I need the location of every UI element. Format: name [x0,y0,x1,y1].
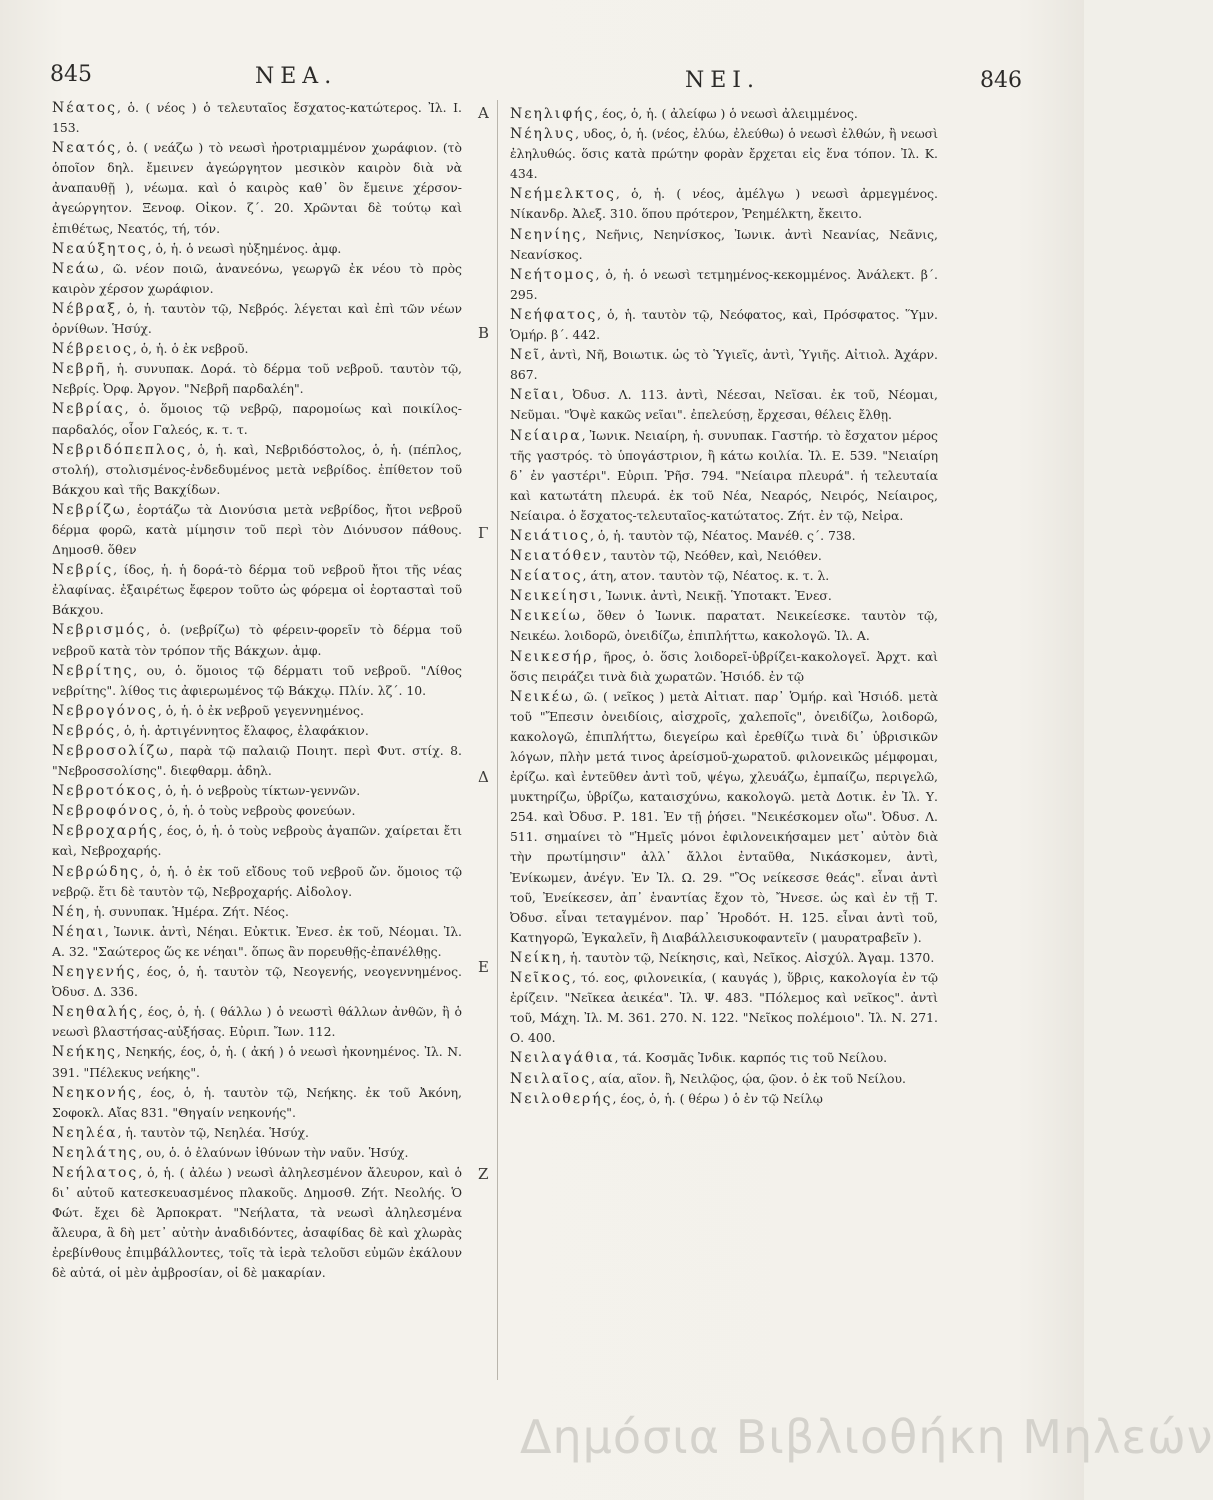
entry-headword: Νεήμελκτος [510,186,616,203]
entry-definition: , έος, ὁ, ἡ. ( θάλλω ) ὁ νεωστὶ θάλλων ἀνθῶν, ἢ ὁ νεωσὶ βλαστήσας-αὐξήσας. Εὐριπ. Ἴων. 112. [52,1004,462,1040]
entry-definition: , άτη, ατον. ταυτὸν τῷ, Νέατος. κ. τ. λ. [582,568,830,584]
dictionary-entry [52,440,462,500]
entry-definition: , ὁ, ἡ. ταυτὸν τῷ, Νεόφατος, καὶ, Πρόσφατος. Ὕμν. Ὁμήρ. β΄. 442. [510,306,938,343]
dictionary-entry [52,1083,462,1123]
entry-headword: Νεηλέα [52,1124,118,1141]
dictionary-entry [52,1123,462,1143]
dictionary-entry [52,98,462,138]
entry-definition: , ἀντὶ, Νῆ, Βοιωτικ. ὡς τὸ Ὑγιεῖς, ἀντὶ, Ὑγιῆς. Αἰτιολ. Ἀχάρν. 867. [510,347,938,383]
dictionary-entry [52,500,462,560]
entry-definition: , ὁ, ἡ. ( νέος, ἀμέλγω ) νεωσὶ ἀρμεγμένος. Νίκανδρ. Ἀλεξ. 310. ὅπου πρότερον, Ῥεημέλκτη, ἔκειτο. [510,186,938,222]
dictionary-entry [510,104,938,124]
dictionary-entry [52,862,462,902]
entry-headword: Νεηλιφής [510,106,595,122]
entry-definition: , Ἰωνικ. ἀντὶ, Νέηαι. Εὐκτικ. Ἐνεσ. ἐκ τοῦ, Νέομαι. Ἰλ. Α. 32. "Σαώτερος ὥς κε νέηαι". ὅπως ἂν πορευθῇς-ἐπανέλθῃς. [52,923,462,959]
entry-definition: , ὁ, ἡ. ( ἀλέω ) νεωσὶ ἀληλεσμένον ἄλευρον, καὶ ὁ δι᾽ αὐτοῦ κατεσκευασμένος πλακοῦς. Δημοσθ. Ζήτ. Νεολής. Ὁ Φώτ. ἔχει δὲ Ἁρποκρατ. "Νεήλατα, τὰ νεωσὶ ἀληλεσμένα ἄλευρα, ἃ δὴ μετ᾽ αὐτὴν ἀναδιδόντες, ἀσαφίδας δὲ καὶ χλωρὰς ἐρεβίνθους ἐπιμβάλλοντες, τοῖς τὰ ἱερὰ τελοῦσι εὐμῶν ἐκάλουν δὲ αὐτά, οἱ μὲν ἀμβροσίαν, οἱ δὲ μακαρίαν. [52,1164,462,1281]
entry-headword: Νεβριδόπεπλος [52,441,187,458]
dictionary-entry [510,225,938,265]
entry-headword: Νεήφατος [510,306,598,323]
entry-definition: , Ὀδυσ. Λ. 113. ἀντὶ, Νέεσαι, Νεῖσαι. ἐκ τοῦ, Νέομαι, Νεῦμαι. "Ὀψὲ κακῶς νεῖαι". ἐπελεύσῃ, ἔρχεσαι, θέλεις ἔλθῃ. [510,387,938,423]
dictionary-entry [510,1069,938,1089]
entry-headword: Νειλαγάθια [510,1050,615,1067]
dictionary-entry [510,687,938,948]
entry-definition: , υδος, ὁ, ἡ. (νέος, ἐλύω, ἐλεύθω) ὁ νεωσὶ ἐλθών, ἢ νεωσὶ ἐληλυθώς. ὅσις κατὰ πρώτην φορὰν ἔρχεται εἰς ἕνα τόπον. Ἰλ. Κ. 434. [510,126,938,182]
running-head-right: ΝΕΙ. [685,68,760,93]
entry-definition: , ὁ, ἡ. ὁ νεωσὶ ηὐξημένος. ἀμφ. [147,240,342,256]
entry-definition: , ὁ, ἡ. ταυτὸν τῷ, Νέατος. Μανέθ. ς΄. 738. [589,527,856,543]
entry-definition: , ὁ, ἡ. καὶ, Νεβριδόστολος, ὁ, ἡ. (πέπλος, στολή), στολισμένος-ἐνδεδυμένος μετὰ νεβρίδος. ἐπίθετον τοῦ Βάκχου καὶ τῆς Βακχίδων. [52,441,462,497]
dictionary-entry [52,1163,462,1284]
left-column [52,98,462,1284]
entry-headword: Νείκη [510,949,563,966]
entry-headword: Νεικείω [510,608,582,625]
entry-headword: Νεβρίας [52,401,125,418]
entry-headword: Νέβραξ [52,300,117,317]
dictionary-entry [52,620,462,660]
dictionary-entry [52,138,462,238]
dictionary-entry [510,526,938,546]
entry-headword: Νεβρός [52,722,117,739]
entry-headword: Νέβρειος [52,341,133,358]
entry-definition: , ὁ, ἡ. ὁ ἐκ τοῦ εἴδους τοῦ νεβροῦ ὤν. ὅμοιος τῷ νεβρῷ. ἔτι δὲ ταυτὸν τῷ, Νεβροχαρής. Αἰδολογ. [52,863,462,899]
dictionary-entry [52,239,462,259]
dictionary-entry [52,1042,462,1082]
dictionary-entry [52,560,462,620]
entry-definition: , έος, ὁ, ἡ. ταυτὸν τῷ, Νεήκης. ἐκ τοῦ Ἀκόνη, Σοφοκλ. Αἴας 831. "Θηγαίν νεηκονής". [52,1084,462,1120]
entry-definition: , ταυτὸν τῷ, Νεόθεν, καὶ, Νειόθεν. [602,548,822,564]
column-divider [497,100,498,1380]
dictionary-entry [52,962,462,1002]
library-watermark: Δημόσια Βιβλιοθήκη Μηλεών [520,1410,1213,1464]
dictionary-entry [510,426,938,526]
entry-headword: Νέη [52,903,86,920]
entry-definition: , ου, ὁ. ὁ ἐλαύνων ἰθύνων τὴν ναῦν. Ἡσύχ. [138,1144,409,1160]
entry-headword: Νεήτομος [510,266,596,283]
dictionary-entry [510,606,938,646]
entry-headword: Νεηνίης [510,226,583,243]
column-letter-epsilon: Ε [478,958,489,976]
entry-definition: , ὁ. ὅμοιος τῷ νεβρῷ, παρομοίως καὶ ποικίλος-παρδαλός, οἷον Γαλεός, κ. τ. τ. [52,401,462,437]
entry-definition: , ὁ, ἡ. ὁ τοὺς νεβροὺς φονεύων. [159,803,356,819]
running-head-left: ΝΕΑ. [255,64,338,89]
dictionary-entry [510,566,938,586]
entry-headword: Νέηλυς [510,126,576,143]
entry-headword: Νεβροτόκος [52,783,158,800]
entry-headword: Νεβρισμός [52,622,147,639]
entry-definition: , ῆρος, ὁ. ὅσις λοιδορεῖ-ὑβρίζει-κακολογεῖ. Ἀρχτ. καὶ ὅσις πειράζει τινὰ διὰ χωρατῶν. Ἡσιόδ. ἐν τῷ [510,648,938,684]
entry-definition: , ου, ὁ. ὅμοιος τῷ δέρματι τοῦ νεβροῦ. "Λίθος νεβρίτης". λίθος τις ἀφιερωμένος τῷ Βάκχῳ. Πλίν. λζ΄. 10. [52,662,462,698]
dictionary-entry [510,124,938,184]
dictionary-entry [510,345,938,385]
dictionary-entry [52,259,462,299]
entry-definition: , ἡ. συνυπακ. Ἡμέρα. Ζήτ. Νέος. [85,903,289,919]
entry-definition: , ἡ. ταυτὸν τῷ, Νεηλέα. Ἡσύχ. [117,1124,309,1140]
entry-definition: , ἑορτάζω τὰ Διονύσια μετὰ νεβρίδος, ἤτοι νεβροῦ δέρμα φορῶ, κατὰ μίμησιν τοῦ περὶ τὸν Διόνυσον πάθους. Δημοσθ. ὅθεν [52,501,462,558]
entry-headword: Νεηθαλής [52,1004,139,1021]
page-header [0,58,1084,98]
entry-definition: , ῶ. νέον ποιῶ, ἀνανεόνω, γεωργῶ ἐκ νέου τὸ πρὸς καιρὸν χέρσον χωράφιον. [52,260,462,296]
dictionary-entry [52,1002,462,1042]
entry-headword: Νεάω [52,260,101,277]
dictionary-entry [52,741,462,781]
dictionary-entry [510,1089,938,1109]
dictionary-entry [52,701,462,721]
entry-definition: , ὁ, ἡ. ὁ νεβροὺς τίκτων-γεννῶν. [157,783,361,799]
entry-headword: Νεατός [52,140,117,157]
dictionary-entry [52,299,462,339]
dictionary-entry [510,647,938,687]
column-letter-alpha: Α [478,104,489,122]
entry-definition: , ὁ. ( νεάζω ) τὸ νεωσὶ ἠροτριαμμένον χωράφιον. (τὸ ὁποῖον δηλ. ἔμεινεν ἀγεώργητον μεσικὸν καιρὸν διὰ νὰ ἀναπαυθῇ ), νέωμα. καὶ ὁ καιρὸς καθ᾽ ὃν ἔμεινε χέρσον-ἀγεώργητον. Ξενοφ. Οἰκον. ζ΄. 20. Χρῶνται δὲ τούτῳ καὶ ἐπιθέτως, Νεατός, τή, τόν. [52,140,462,236]
dictionary-entry [510,265,938,305]
entry-headword: Νείατος [510,568,583,585]
entry-headword: Νεβροφόνος [52,803,160,820]
page-number-left: 845 [50,62,92,87]
entry-headword: Νεηλάτης [52,1144,139,1161]
entry-headword: Νειλοθερής [510,1090,613,1107]
entry-definition: , Ἰωνικ. ἀντὶ, Νεικῇ. Ὑποτακτ. Ἐνεσ. [597,588,832,604]
dictionary-entry [52,339,462,359]
dictionary-entry [52,1143,462,1163]
entry-definition: , ίδος, ἡ. ἡ δορά-τὸ δέρμα τοῦ νεβροῦ ἤτοι τῆς νέας ἐλαφίνας. ἐξαιρέτως ἔφερον τοῦτο ὡς φόρεμα οἱ ἑορτασταὶ τοῦ Βάκχου. [52,562,462,618]
dictionary-entry [52,721,462,741]
dictionary-entry [510,948,938,968]
entry-definition: , παρὰ τῷ παλαιῷ Ποιητ. περὶ Φυτ. στίχ. 8. "Νεβροσσολίσης". διεφθαρμ. ἀδηλ. [52,743,462,779]
entry-definition: , ὁ, ἡ. ἀρτιγέννητος ἔλαφος, ἐλαφάκιον. [116,722,369,738]
entry-headword: Νεικέω [510,688,575,705]
column-letter-delta: Δ [478,768,489,786]
dictionary-entry [510,184,938,224]
entry-definition: , Νεηκής, έος, ὁ, ἡ. ( ἀκή ) ὁ νεωσὶ ἠκονημένος. Ἰλ. Ν. 391. "Πέλεκυς νεήκης". [52,1044,462,1080]
entry-headword: Νεήλατος [52,1164,139,1181]
entry-definition: , τά. Κοσμᾶς Ἰνδικ. καρπός τις τοῦ Νείλου. [614,1050,888,1066]
dictionary-entry [52,922,462,962]
entry-definition: , ἡ. συνυπακ. Δορά. τὸ δέρμα τοῦ νεβροῦ. ταυτὸν τῷ, Νεβρίς. Ὀρφ. Ἀργον. "Νεβρῆ παρδαλέη". [52,361,462,397]
entry-definition: , αία, αῖον. ἢ, Νειλῷος, ῴα, ῷον. ὁ ἐκ τοῦ Νείλου. [591,1070,906,1086]
entry-headword: Νεβροσολίζω [52,743,170,759]
dictionary-entry [52,661,462,701]
entry-headword: Νεῖαι [510,387,560,404]
right-column [510,104,938,1109]
entry-headword: Νεικείησι [510,588,598,605]
entry-definition: , ὁ, ἡ. ταυτὸν τῷ, Νεβρός. λέγεται καὶ ἐπὶ τῶν νέων ὀρνίθων. Ἡσύχ. [52,300,462,337]
entry-headword: Νεβρίζω [52,501,127,518]
dictionary-entry [52,801,462,821]
entry-headword: Νεβρῆ [52,361,107,378]
entry-headword: Νεηγενής [52,964,137,981]
entry-definition: , ὁ, ἡ. ὁ ἐκ νεβροῦ γεγεννημένος. [157,702,364,718]
entry-headword: Νεβρίς [52,562,114,579]
entry-headword: Νεικεσήρ [510,648,594,665]
dictionary-entry [510,968,938,1048]
entry-headword: Νέατος [52,100,117,116]
dictionary-entry [510,1048,938,1068]
entry-headword: Νεῖ [510,347,541,364]
entry-definition: , έος, ὁ, ἡ. ὁ τοὺς νεβροὺς ἀγαπῶν. χαίρεται ἔτι καὶ, Νεβροχαρής. [52,823,462,859]
dictionary-entry [510,546,938,566]
entry-definition: , ὁ, ἡ. ὁ ἐκ νεβροῦ. [132,341,249,357]
dictionary-entry [52,359,462,399]
dictionary-entry [510,385,938,425]
entry-headword: Νεαύξητος [52,240,148,257]
entry-definition: , ἡ. ταυτὸν τῷ, Νείκησις, καὶ, Νεῖκος. Αἰσχύλ. Ἀγαμ. 1370. [562,949,935,965]
entry-headword: Νεβρογόνος [52,702,158,719]
entry-headword: Νειάτιος [510,527,590,544]
dictionary-entry [52,399,462,439]
dictionary-entry [52,821,462,861]
entry-definition: , τό. εος, φιλονεικία, ( καυγάς ), ὕβρις, κακολογία ἐν τῷ ἐρίζειν. "Νεῖκεα ἀεικέα". Ἰλ. Ψ. 483. "Πόλεμος καὶ νεῖκος". ἀντὶ τοῦ, Μάχη. Ἰλ. Μ. 361. 270. Ν. 122. "Νεῖκος πολέμοιο". Ἰλ. Ν. 271. Ο. 400. [510,970,938,1046]
entry-definition: , έος, ὁ, ἡ. ταυτὸν τῷ, Νεογενής, νεογεννημένος. Ὀδυσ. Δ. 336. [52,964,462,1000]
entry-definition: , ὁ, ἡ. ὁ νεωσὶ τετμημένος-κεκομμένος. Ἀνάλεκτ. β΄. 295. [510,266,938,302]
dictionary-entry [52,902,462,922]
entry-headword: Νεήκης [52,1044,117,1061]
entry-headword: Νειλαῖος [510,1070,592,1087]
entry-headword: Νειατόθεν [510,548,603,565]
dictionary-entry [510,586,938,606]
column-letter-beta: Β [478,324,490,342]
entry-definition: , έος, ὁ, ἡ. ( ἀλείφω ) ὁ νεωσὶ ἀλειμμένος. [594,106,858,121]
entry-headword: Νεβρίτης [52,662,134,679]
entry-definition: , έος, ὁ, ἡ. ( θέρω ) ὁ ἐν τῷ Νείλῳ [612,1090,823,1106]
entry-definition: , ὁ. ( νέος ) ὁ τελευταῖος ἔσχατος-κατώτερος. Ἰλ. Ι. 153. [52,100,462,136]
entry-definition: , ῶ. ( νεῖκος ) μετὰ Αἰτιατ. παρ᾽ Ὁμήρ. καὶ Ἡσιόδ. μετὰ τοῦ "Ἔπεσιν ὀνειδίοις, αἰσχροῖς, χαλεποῖς", ὀνειδίζω, λοιδορῶ, κακολογῶ, ἐπιπλήττω, διεγείρω καὶ ἐρεθίζω τινὰ δι᾽ ὑβρισικῶν λόγων, πλὴν μετά τινος ἀρείσμοῦ-χωρατοῦ. φιλονεικῶς μέμφομαι, ἐρίζω. καὶ ἐντεῦθεν ἀντὶ τοῦ, ψέγω, χλευάζω, ἐμπαίζω, περιγελῶ, μυκτηρίζω, ὑβρίζω, καταισχύνω, κακολογῶ. μετὰ Δοτικ. ἐν Ἰλ. Υ. 254. καὶ Ὀδυσ. Ρ. 181. Ἐν τῇ ῥήσει. "Νεικέσκομεν οἴω". Ὀδυσ. Λ. 511. σημαίνει τὸ "Ἡμεῖς μόνοι ἐφιλονεικήσαμεν μετ᾽ αὐτὸν διὰ τὴν πρωτίμησιν" ἀλλ᾽ ἄλλοι ἐνταῦθα, Νικάσκομεν, ἀντὶ, Ἐνίκωμεν, ἀνέγν. Ἐν Ἰλ. Ω. 29. "Ὃς νείκεσσε θεάς". εἶναι ἀντὶ τοῦ, Ἐνείκεσεν, ἀπ᾽ ἐναντίας ἔχον τὸ, Ἤνεσε. ὡς καὶ ἐν τῇ Τ. Ὀδυσ. εἶναι τεταγμένον. παρ᾽ Ἡροδότ. Η. 125. εἶναι ἀντὶ τοῦ, Κατηγορῶ, Ἐγκαλεῖν, ἢ Διαβάλλεισυκοφαντεῖν ( μαυρατραβεῖν ). [510,688,938,945]
column-letter-zeta: Ζ [478,1165,489,1183]
entry-definition: , Νεῆνις, Νεηνίσκος, Ἰωνικ. ἀντὶ Νεανίας, Νεᾶνις, Νεανίσκος. [510,226,938,262]
entry-headword: Νέηαι [52,923,105,940]
entry-headword: Νεῖκος [510,970,573,987]
entry-definition: , ὅθεν ὁ Ἰωνικ. παρατατ. Νεικείεσκε. ταυτὸν τῷ, Νεικέω. λοιδορῶ, ὀνειδίζω, ἐπιπλήττω, κακολογῶ. Ἰλ. Α. [510,608,938,644]
dictionary-entry [52,781,462,801]
entry-headword: Νεβροχαρής [52,823,159,840]
entry-headword: Νεηκονής [52,1084,138,1101]
column-letter-gamma: Γ [478,524,489,542]
page-number-right: 846 [980,68,1022,93]
entry-definition: , ὁ. (νεβρίζω) τὸ φέρειν-φορεῖν τὸ δέρμα τοῦ νεβροῦ κατὰ τὸν τρόπον τῆς Βάκχων. ἀμφ. [52,622,462,658]
entry-headword: Νεβρώδης [52,863,140,880]
entry-headword: Νείαιρα [510,427,582,444]
entry-definition: , Ἰωνικ. Νειαίρη, ἡ. συνυπακ. Γαστήρ. τὸ ἔσχατον μέρος τῆς γαστρός. τὸ ὑπογάστριον, ἢ κάτω κοιλία. Ἰλ. Ε. 539. "Νειαίρη δ᾽ ἐν γαστέρι". Εὐριπ. Ῥῆσ. 794. "Νείαιρα πλευρά". ἡ τελευταία καὶ κατωτάτη πλευρά. ἐκ τοῦ Νέα, Νεαρός, Νειρός, Νείαιρος, Νείαιρα. ὁ ἔσχατος-τελευταῖος-κατώτατος. Ζήτ. ἐν τῷ, Νεἰρα. [510,427,938,523]
dictionary-entry [510,305,938,345]
